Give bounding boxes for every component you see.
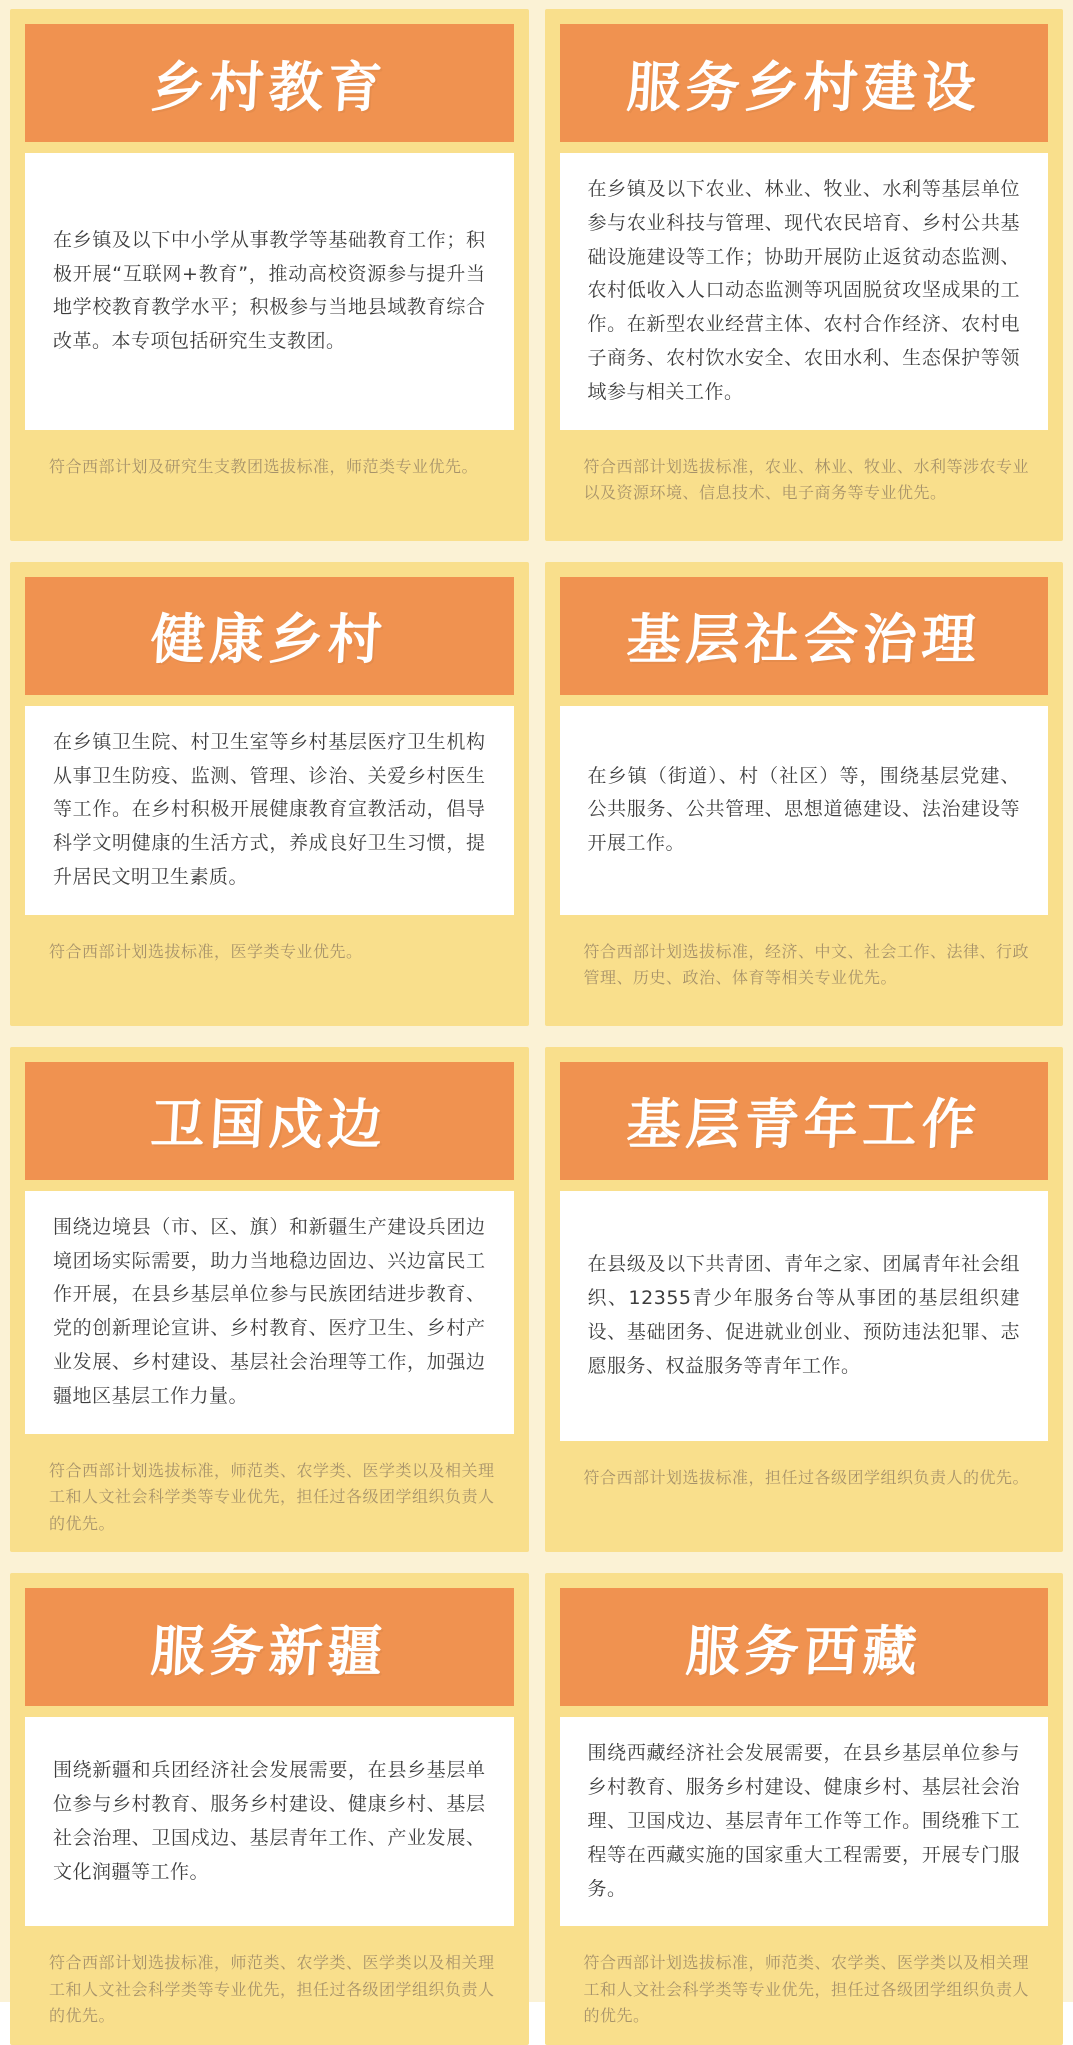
card-description: 围绕西藏经济社会发展需要，在县乡基层单位参与乡村教育、服务乡村建设、健康乡村、基层社会治理、卫国戍边、基层青年工作等工作。围绕雅下工程等在西藏实施的国家重大工程需要，开展专门服务。 [587, 1742, 1020, 1900]
card-serve-xinjiang [10, 1573, 529, 2045]
card-body [560, 706, 1049, 915]
card-description: 在乡镇及以下农业、林业、牧业、水利等基层单位参与农业科技与管理、现代农民培育、乡村公共基础设施建设等工作；协助开展防止返贫动态监测、农村低收入人口动态监测等巩固脱贫攻坚成果的工作。在新型农业经营主体、农村合作经济、农村电子商务、农村饮水安全、农田水利、生态保护等领域参与相关工作。 [587, 178, 1020, 403]
card-note: 符合西部计划选拔标准，师范类、农学类、医学类以及相关理工和人文社会科学类等专业优先，担任过各级团学组织负责人的优先。 [583, 1953, 1030, 2026]
card-title: 基层青年工作 [624, 1093, 983, 1157]
card-title: 健康乡村 [149, 608, 389, 672]
card-note: 符合西部计划选拔标准，师范类、农学类、医学类以及相关理工和人文社会科学类等专业优先，担任过各级团学组织负责人的优先。 [49, 1460, 495, 1533]
card-note: 符合西部计划选拔标准，师范类、农学类、医学类以及相关理工和人文社会科学类等专业优先，担任过各级团学组织负责人的优先。 [49, 1953, 495, 2026]
card-border-defense [10, 1047, 529, 1553]
card-header [25, 577, 514, 695]
card-serve-rural-construction [545, 9, 1064, 541]
card-note: 符合西部计划选拔标准，医学类专业优先。 [49, 941, 363, 961]
card-header [560, 1062, 1049, 1180]
card-title: 服务西藏 [683, 1619, 924, 1683]
card-description: 在县级及以下共青团、青年之家、团属青年社会组织、12355青少年服务台等从事团的基层组织建设、基础团务、促进就业创业、预防违法犯罪、志愿服务、权益服务等青年工作。 [587, 1253, 1020, 1377]
card-header [560, 1588, 1049, 1706]
card-header [560, 577, 1049, 695]
card-header [560, 24, 1049, 142]
card-body [560, 1191, 1049, 1442]
card-header [25, 1588, 514, 1706]
card-body [25, 1717, 514, 1926]
card-description: 在乡镇（街道）、村（社区）等，围绕基层党建、公共服务、公共管理、思想道德建设、法治建设等开展工作。 [587, 764, 1020, 855]
card-note: 符合西部计划选拔标准，担任过各级团学组织负责人的优先。 [583, 1468, 1030, 1488]
card-body [25, 1191, 514, 1434]
card-title: 乡村教育 [149, 55, 389, 119]
card-grassroots-youth-work [545, 1047, 1064, 1553]
card-description: 在乡镇及以下中小学从事教学等基础教育工作；积极开展“互联网+教育”，推动高校资源参与提升当地学校教育教学水平；积极参与当地县域教育综合改革。本专项包括研究生支教团。 [53, 228, 486, 353]
card-body [25, 706, 514, 915]
card-body [560, 153, 1049, 430]
card-description: 围绕新疆和兵团经济社会发展需要，在县乡基层单位参与乡村教育、服务乡村建设、健康乡村、基层社会治理、卫国戍边、基层青年工作、产业发展、文化润疆等工作。 [53, 1759, 486, 1883]
card-title: 服务乡村建设 [624, 55, 983, 119]
card-description: 在乡镇卫生院、村卫生室等乡村基层医疗卫生机构从事卫生防疫、监测、管理、诊治、关爱乡村医生等工作。在乡村积极开展健康教育宣教活动，倡导科学文明健康的生活方式，养成良好卫生习惯，提升居民文明卫生素质。 [53, 730, 486, 888]
card-header [25, 24, 514, 142]
card-serve-tibet [545, 1573, 1064, 2045]
card-description: 围绕边境县（市、区、旗）和新疆生产建设兵团边境团场实际需要，助力当地稳边固边、兴边富民工作开展，在县乡基层单位参与民族团结进步教育、党的创新理论宣讲、乡村教育、医疗卫生、乡村产业发展、乡村建设、基层社会治理等工作，加强边疆地区基层工作力量。 [53, 1215, 486, 1407]
card-title: 基层社会治理 [624, 608, 983, 672]
card-healthy-village [10, 562, 529, 1026]
card-note: 符合西部计划及研究生支教团选拔标准，师范类专业优先。 [49, 456, 479, 476]
card-note: 符合西部计划选拔标准，经济、中文、社会工作、法律、行政管理、历史、政治、体育等相关专业优先。 [583, 941, 1030, 988]
card-body [25, 153, 514, 430]
card-grassroots-governance [545, 562, 1064, 1026]
card-body [560, 1717, 1049, 1926]
card-note: 符合西部计划选拔标准，农业、林业、牧业、水利等涉农专业以及资源环境、信息技术、电子商务等专业优先。 [583, 456, 1030, 503]
card-title: 服务新疆 [149, 1619, 389, 1683]
card-header [25, 1062, 514, 1180]
card-title: 卫国戍边 [149, 1093, 389, 1157]
card-rural-education [10, 9, 529, 541]
